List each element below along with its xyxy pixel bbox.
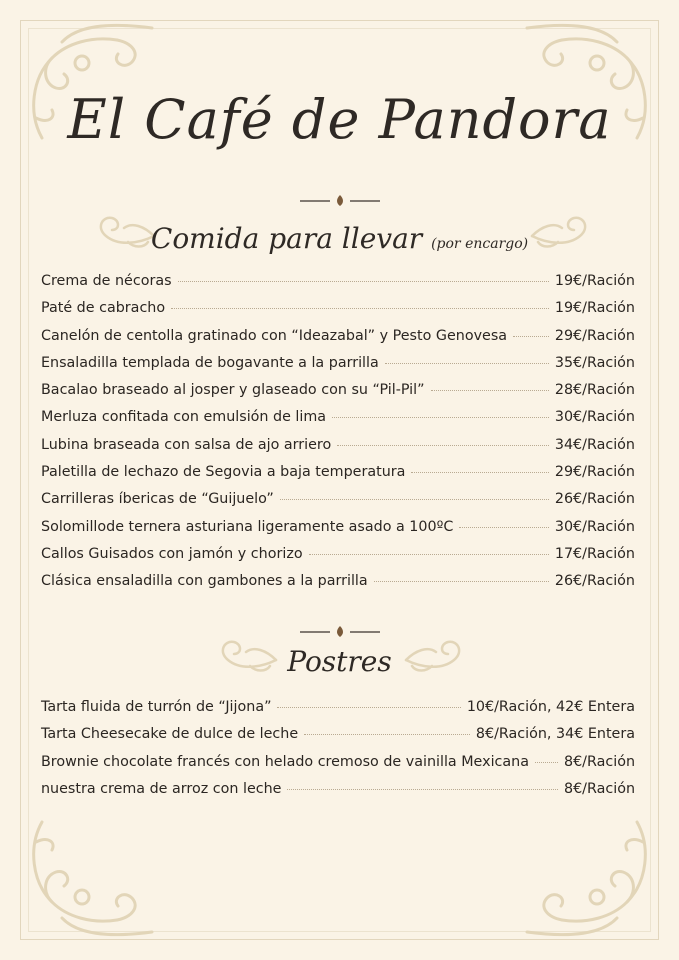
- desserts-heading: Postres: [287, 645, 392, 678]
- item-name: Carrilleras íbericas de “Guijuelo”: [41, 491, 274, 508]
- item-price: 8€/Ración: [563, 753, 635, 770]
- item-price: 17€/Ración: [554, 545, 635, 562]
- item-name: Solomillode ternera asturiana ligeramente asado a 100ºC: [41, 518, 454, 535]
- item-price: 8€/Ración, 34€ Entera: [475, 726, 635, 743]
- item-name: Paté de cabracho: [41, 300, 166, 317]
- item-name: Bacalao braseado al josper y glaseado con su “Pil-Pil”: [41, 382, 425, 399]
- takeaway-heading-text: Comida para llevar: [150, 222, 423, 255]
- item-price: 26€/Ración: [554, 491, 635, 508]
- item-name: Paletilla de lechazo de Segovia a baja temperatura: [41, 464, 406, 481]
- item-price: 28€/Ración: [554, 382, 635, 399]
- item-price: 35€/Ración: [554, 354, 635, 371]
- item-name: nuestra crema de arroz con leche: [41, 780, 282, 797]
- corner-flourish-icon: [22, 812, 162, 942]
- list-item: [41, 323, 635, 350]
- desserts-list: [41, 694, 635, 803]
- list-item: [41, 350, 635, 377]
- takeaway-list: [41, 268, 635, 596]
- item-price: 8€/Ración: [563, 780, 635, 797]
- item-price: 19€/Ración: [554, 300, 635, 317]
- dot-leader: [287, 788, 557, 790]
- leaf-divider-icon: [0, 624, 679, 640]
- item-name: Crema de nécoras: [41, 273, 172, 289]
- takeaway-note: (por encargo): [431, 236, 529, 252]
- dot-leader: [171, 307, 549, 309]
- dot-leader: [411, 471, 548, 473]
- item-price: 34€/Ración: [554, 436, 635, 453]
- item-price: 30€/Ración: [554, 518, 635, 535]
- list-item: [41, 268, 635, 295]
- list-item: [41, 377, 635, 404]
- dot-leader: [178, 280, 549, 282]
- takeaway-heading: [0, 222, 679, 255]
- dot-leader: [385, 362, 549, 364]
- list-item: [41, 694, 635, 721]
- list-item: [41, 776, 635, 803]
- item-name: Tarta fluida de turrón de “Jijona”: [41, 699, 272, 715]
- list-item: [41, 432, 635, 459]
- dot-leader: [304, 733, 470, 735]
- item-price: 30€/Ración: [554, 409, 635, 426]
- restaurant-title: El Café de Pandora: [67, 88, 612, 151]
- item-name: Merluza confitada con emulsión de lima: [41, 409, 327, 426]
- dot-leader: [309, 553, 549, 555]
- list-item: [41, 749, 635, 776]
- dot-leader: [431, 389, 549, 391]
- dot-leader: [280, 498, 549, 500]
- item-price: 26€/Ración: [554, 573, 635, 590]
- list-item: [41, 514, 635, 541]
- list-item: [41, 568, 635, 595]
- list-item: [41, 404, 635, 431]
- item-price: 29€/Ración: [554, 327, 635, 344]
- item-name: Clásica ensaladilla con gambones a la parrilla: [41, 573, 368, 590]
- list-item: [41, 541, 635, 568]
- item-name: Callos Guisados con jamón y chorizo: [41, 545, 303, 562]
- list-item: [41, 486, 635, 513]
- corner-flourish-icon: [517, 812, 657, 942]
- item-name: Ensaladilla templada de bogavante a la parrilla: [41, 354, 379, 371]
- item-name: Lubina braseada con salsa de ajo arriero: [41, 436, 332, 453]
- list-item: [41, 721, 635, 748]
- item-price: 10€/Ración, 42€ Entera: [466, 699, 635, 715]
- dot-leader: [277, 706, 460, 708]
- item-name: Canelón de centolla gratinado con “Ideazabal” y Pesto Genovesa: [41, 327, 508, 344]
- dot-leader: [535, 761, 558, 763]
- dot-leader: [332, 416, 549, 418]
- list-item: [41, 459, 635, 486]
- dot-leader: [337, 444, 549, 446]
- item-price: 29€/Ración: [554, 464, 635, 481]
- dot-leader: [459, 526, 549, 528]
- list-item: [41, 295, 635, 322]
- dot-leader: [513, 335, 549, 337]
- dot-leader: [374, 580, 549, 582]
- item-name: Tarta Cheesecake de dulce de leche: [41, 726, 299, 743]
- item-price: 19€/Ración: [554, 273, 635, 289]
- item-name: Brownie chocolate francés con helado cremoso de vainilla Mexicana: [41, 753, 529, 770]
